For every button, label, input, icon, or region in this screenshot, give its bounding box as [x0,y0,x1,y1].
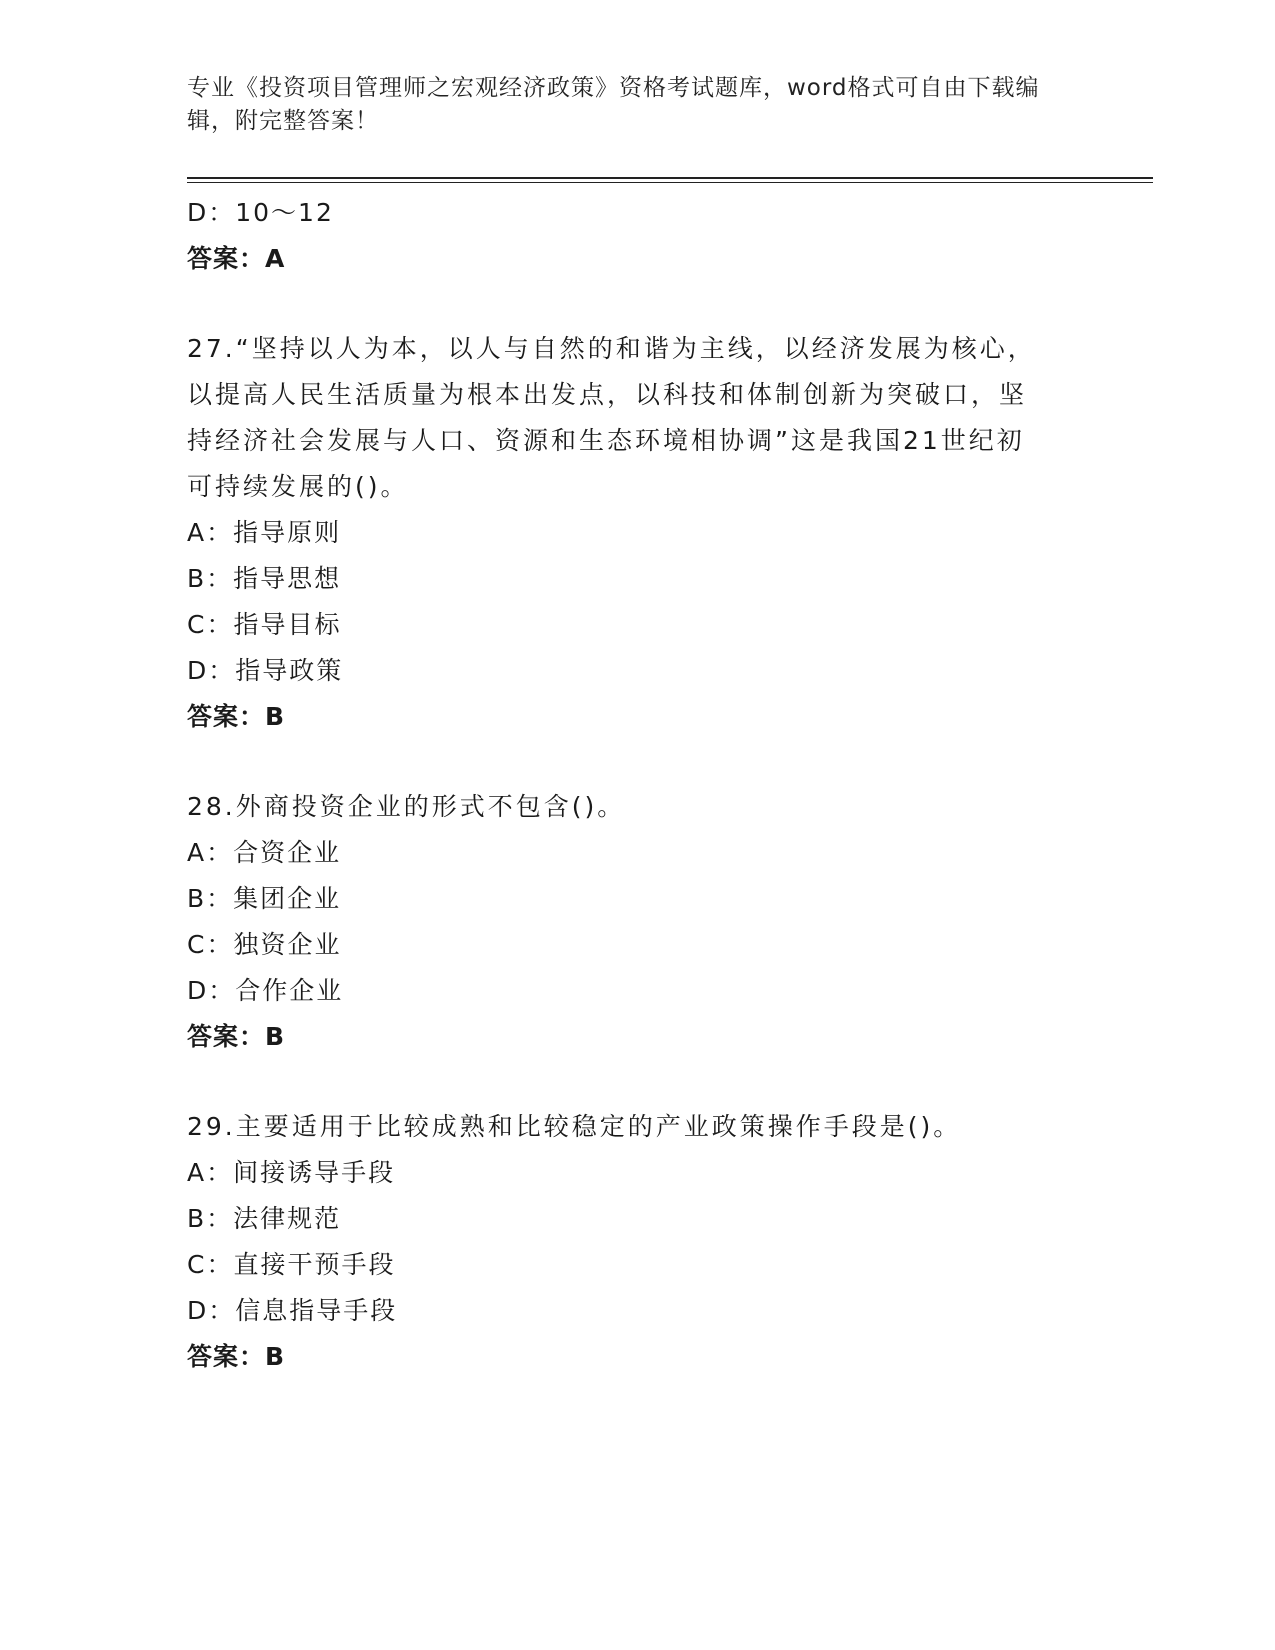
option-a: A：指导原则 [187,518,342,547]
answer-line: 答案：B [187,702,286,731]
question-content [187,190,1087,1380]
option-b: B：指导思想 [187,564,342,593]
question-stem-line: 27.“坚持以人为本，以人与自然的和谐为主线，以经济发展为核心， [187,334,1036,363]
option-a: A：合资企业 [187,838,342,867]
document-header [187,72,1067,138]
option-a: A：间接诱导手段 [187,1158,396,1187]
header-line-1: 专业《投资项目管理师之宏观经济政策》资格考试题库，word格式可自由下载编 [187,75,1040,101]
question-28 [187,784,1087,1060]
option-b: B：集团企业 [187,884,342,913]
answer-line: 答案：B [187,1342,286,1371]
question-stem-line: 28.外商投资企业的形式不包含()。 [187,792,626,821]
question-stem-line: 持经济社会发展与人口、资源和生态环境相协调”这是我国21世纪初 [187,426,1025,455]
question-29 [187,1104,1087,1380]
option-c: C：直接干预手段 [187,1250,396,1279]
option-b: B：法律规范 [187,1204,342,1233]
option-c: C：独资企业 [187,930,342,959]
option-d: D：信息指导手段 [187,1296,398,1325]
answer-line: 答案：B [187,1022,286,1051]
option-d: D：10～12 [187,198,334,227]
header-divider-thick [187,177,1153,179]
question-stem-line: 以提高人民生活质量为根本出发点，以科技和体制创新为突破口，坚 [187,380,1028,409]
question-27 [187,326,1087,740]
previous-question-tail [187,190,1087,282]
option-d: D：指导政策 [187,656,344,685]
option-c: C：指导目标 [187,610,342,639]
option-d: D：合作企业 [187,976,344,1005]
answer-line: 答案：A [187,244,286,273]
question-stem-line: 可持续发展的()。 [187,472,409,501]
question-stem-line: 29.主要适用于比较成熟和比较稳定的产业政策操作手段是()。 [187,1112,962,1141]
header-divider-thin [187,182,1153,183]
header-line-2: 辑，附完整答案！ [187,108,379,134]
